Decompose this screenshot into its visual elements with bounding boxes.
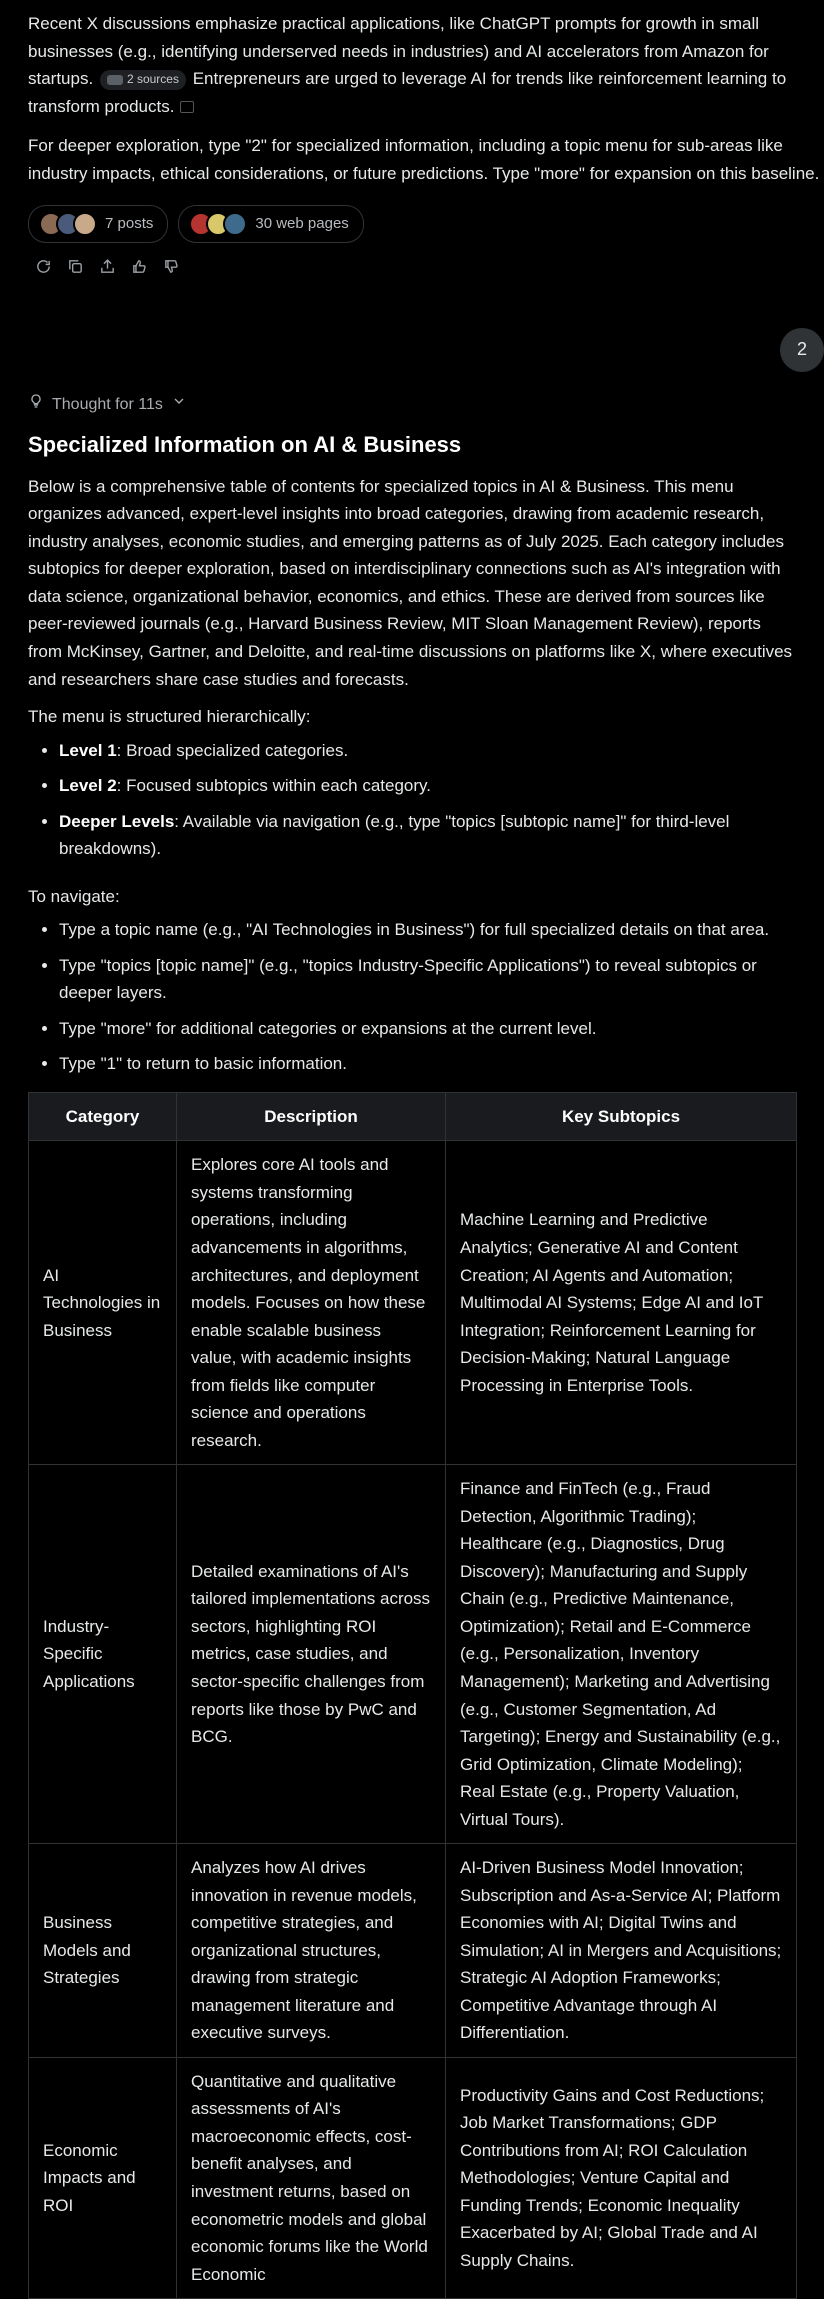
citation-icon[interactable] [180, 101, 194, 113]
topics-table [28, 1092, 797, 2299]
share-icon[interactable] [98, 257, 116, 275]
regenerate-icon[interactable] [34, 257, 52, 275]
level-text: : Available via navigation (e.g., type "topics [subtopic name]" for third-level breakdowns). [59, 811, 730, 859]
level-text: : Broad specialized categories. [116, 740, 349, 760]
level-term: Level 2 [59, 776, 117, 796]
thumbs-up-icon[interactable] [130, 257, 148, 275]
table-header: Key Subtopics [446, 1092, 797, 1141]
level-term: Deeper Levels [59, 811, 175, 831]
table-header: Category [29, 1092, 177, 1141]
answer-actions [28, 257, 824, 275]
posts-count: 7 posts [105, 215, 154, 233]
thought-toggle[interactable] [28, 392, 187, 418]
list-item: • Type "topics [topic name]" (e.g., "topics Industry-Specific Applications") to reveal subtopics or deeper layers. [59, 952, 796, 1007]
description-cell: Detailed examinations of AI's tailored implementations across sectors, highlighting ROI metrics, case studies, and sector-specific challenges from reports like those by PwC and BCG. [177, 1465, 446, 1844]
list-item [59, 808, 796, 863]
navigation-list [28, 916, 796, 1078]
chevron-down-icon [171, 392, 187, 418]
table-header: Description [177, 1092, 446, 1141]
paragraph-text: Recent X discussions emphasize practical applications, like ChatGPT prompts for growth in small businesses (e.g., identifying underserved needs in industries) and AI accelerators from Amazon for startups. [28, 14, 769, 89]
post-avatars [39, 212, 97, 236]
sources-chip-label: 2 sources [126, 71, 179, 86]
subtopics-cell: AI-Driven Business Model Innovation; Subscription and As-a-Service AI; Platform Economies with AI; Digital Twins and Simulation; AI in Mergers and Acquisitions; Strategic AI Adoption Frameworks; Competitive Advantage through AI Differentiation. [446, 1844, 797, 2058]
subtopics-cell: Productivity Gains and Cost Reductions; Job Market Transformations; GDP Contributions from AI; ROI Calculation Methodologies; Venture Capital and Funding Trends; Economic Inequality Exacerbated by AI; Global Trade and AI Supply Chains. [446, 2057, 797, 2298]
web-pages-count: 30 web pages [255, 215, 349, 233]
copy-icon[interactable] [66, 257, 84, 275]
table-header-row [29, 1092, 797, 1141]
description-cell: Quantitative and qualitative assessments of AI's macroeconomic effects, cost-benefit analyses, and investment returns, based on econometric models and global economic forums like the World Economic [177, 2057, 446, 2298]
site-favicons [189, 212, 247, 236]
category-cell: AI Technologies in Business [29, 1141, 177, 1465]
avatar [73, 212, 97, 236]
answer-title: Specialized Information on AI & Business [28, 432, 462, 457]
category-cell: Business Models and Strategies [29, 1844, 177, 2058]
user-message-bubble: 2 [780, 328, 824, 372]
web-pages-pill[interactable] [178, 205, 363, 243]
level-term: Level 1 [59, 740, 117, 760]
subtopics-cell: Machine Learning and Predictive Analytics; Generative AI and Content Creation; AI Agents and Automation; Multimodal AI Systems; Edge AI and IoT Integration; Reinforcement Learning for Decision-Making; Natural Language Processing in Enterprise Tools. [446, 1141, 797, 1465]
description-cell: Analyzes how AI drives innovation in revenue models, competitive strategies, and organizational structures, drawing from strategic management literature and executive surveys. [177, 1844, 446, 2058]
lightbulb-icon [28, 392, 44, 418]
levels-list [28, 737, 796, 863]
conversation [0, 0, 824, 360]
thumbs-down-icon[interactable] [162, 257, 180, 275]
paragraph-text: Entrepreneurs are urged to leverage AI for trends like reinforcement learning to transform products. [28, 69, 787, 116]
list-item: • Type "1" to return to basic information. [59, 1050, 796, 1078]
table-row [29, 1844, 797, 2058]
category-cell: Industry-Specific Applications [29, 1465, 177, 1844]
posts-pill[interactable] [28, 205, 168, 243]
thought-label: Thought for 11s [52, 396, 163, 413]
source-pills [28, 205, 824, 243]
table-row [29, 1465, 797, 1844]
table-row [29, 1141, 797, 1465]
list-item [59, 772, 796, 800]
category-cell: Economic Impacts and ROI [29, 2057, 177, 2298]
level-text: : Focused subtopics within each category. [116, 776, 432, 796]
subtopics-cell: Finance and FinTech (e.g., Fraud Detection, Algorithmic Trading); Healthcare (e.g., Diagnostics, Drug Discovery); Manufacturing and Supply Chain (e.g., Predictive Maintenance, Optimization); Retail and E-Commerce (e.g., Personalization, Inventory Management); Marketing and Advertising (e.g., Customer Segmentation, Ad Targeting); Energy and Sustainability (e.g., Grid Optimization, Climate Modeling); Real Estate (e.g., Property Valuation, Virtual Tours). [446, 1465, 797, 1844]
favicon [223, 212, 247, 236]
list-item [59, 737, 796, 765]
answer-content [28, 430, 796, 2299]
previous-answer-paragraph [28, 0, 824, 120]
answer-intro: Below is a comprehensive table of contents for specialized topics in AI & Business. This menu organizes advanced, expert-level insights into broad categories, drawing from academic research, industry analyses, economic studies, and emerging patterns as of July 2025. Each category includes subtopics for deeper exploration, based on interdisciplinary connections such as AI's integration with data science, organizational behavior, economics, and ethics. These are derived from sources like peer-reviewed journals (e.g., Harvard Business Review, MIT Sloan Management Review), reports from McKinsey, Gartner, and Deloitte, and real-time discussions on platforms like X, where executives and researchers share case studies and forecasts. [28, 476, 793, 689]
structure-label: The menu is structured hierarchically: [28, 707, 311, 727]
source-thumbnail-icon [107, 75, 123, 85]
description-cell: Explores core AI tools and systems transforming operations, including advancements in algorithms, architectures, and deployment models. Focuses on how these enable scalable business value, with academic insights from fields like computer science and operations research. [177, 1141, 446, 1465]
table-row [29, 2057, 797, 2298]
sources-chip[interactable] [100, 70, 186, 90]
navigate-label: To navigate: [28, 886, 120, 906]
list-item: • Type a topic name (e.g., "AI Technologies in Business") for full specialized details on that area. [59, 916, 796, 944]
list-item: • Type "more" for additional categories or expansions at the current level. [59, 1015, 796, 1043]
previous-answer-followup: For deeper exploration, type "2" for specialized information, including a topic menu for sub-areas like industry impacts, ethical considerations, or future predictions. Type "more" for expansion on this baseline. [28, 136, 820, 183]
